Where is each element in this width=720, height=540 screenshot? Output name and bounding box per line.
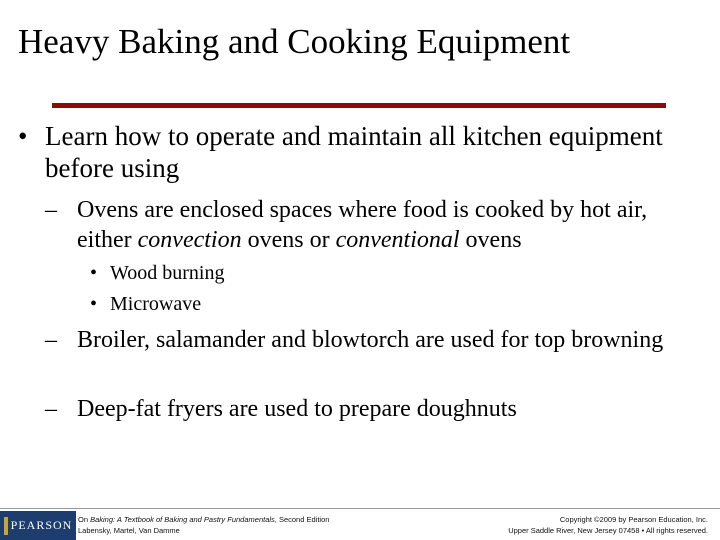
sub-bullet-fryers <box>45 394 705 424</box>
bullet-marker: • <box>90 262 98 284</box>
slide-footer <box>0 508 720 540</box>
ovens-text-start: Ovens are enclosed spaces where food is cooked by hot air, either <box>77 197 648 253</box>
title-underline <box>52 103 666 108</box>
sub-bullet-broiler-text: Broiler, salamander and blowtorch are used for top browning <box>77 327 664 353</box>
book-citation <box>78 514 329 536</box>
slide-title: Heavy Baking and Cooking Equipment <box>18 22 571 61</box>
sub-sub-bullet-microwave <box>90 292 201 316</box>
copyright-line-2: Upper Saddle River, New Jersey 07458 • All rights reserved. <box>508 526 708 535</box>
copyright-line-1: Copyright ©2009 by Pearson Education, Inc. <box>559 515 708 524</box>
dash-marker: – <box>45 327 57 353</box>
book-edition: , Second Edition <box>274 515 330 524</box>
ovens-term-convection: convection <box>137 227 242 253</box>
ovens-text-middle: ovens or <box>241 227 336 253</box>
copyright-notice <box>508 514 708 536</box>
book-title-line <box>78 514 329 525</box>
footer-divider <box>0 508 720 509</box>
bullet-main-text: Learn how to operate and maintain all kitchen equipment before using <box>45 121 663 183</box>
sub-sub-bullet-wood-text: Wood burning <box>110 262 225 284</box>
dash-marker: – <box>45 197 57 223</box>
bullet-marker: • <box>90 293 98 315</box>
bullet-marker: • <box>18 121 28 151</box>
pearson-logo <box>0 511 76 540</box>
book-title: Baking: A Textbook of Baking and Pastry Fundamentals <box>90 515 275 524</box>
sub-bullet-ovens-text <box>77 195 705 255</box>
book-prefix: On <box>78 515 91 524</box>
sub-bullet-ovens <box>45 195 705 255</box>
book-authors: Labensky, Martel, Van Damme <box>78 526 180 535</box>
sub-sub-bullet-microwave-text: Microwave <box>110 293 202 315</box>
logo-mark-icon <box>4 517 8 535</box>
sub-sub-bullet-wood <box>90 261 225 285</box>
logo-text: PEARSON <box>10 518 73 532</box>
sub-bullet-broiler <box>45 325 665 355</box>
ovens-text-end: ovens <box>459 227 522 253</box>
bullet-main <box>18 120 698 184</box>
dash-marker: – <box>45 396 57 422</box>
sub-bullet-fryers-text: Deep-fat fryers are used to prepare doughnuts <box>77 396 517 422</box>
ovens-term-conventional: conventional <box>335 227 460 253</box>
